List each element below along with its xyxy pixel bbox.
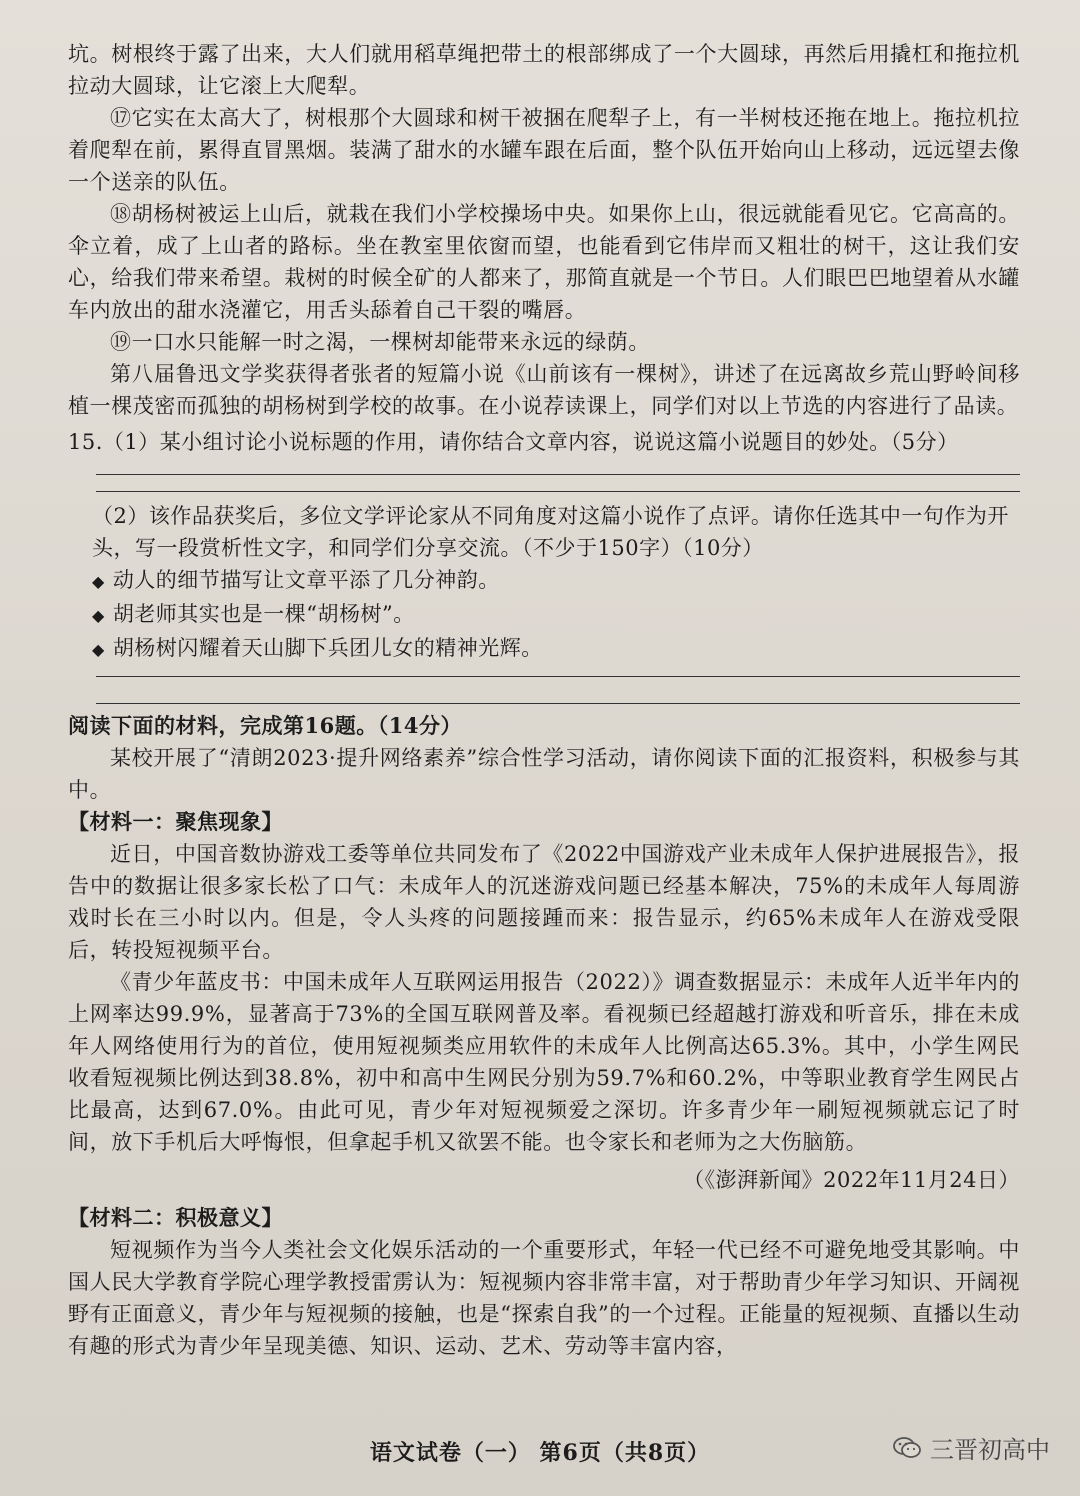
answer-line bbox=[96, 491, 1020, 492]
passage-paragraph: ⑰它实在太高大了，树根那个大圆球和树干被捆在爬犁子上，有一半树枝还拖在地上。拖拉机拉着爬犁在前，累得直冒黑烟。装满了甜水的水罐车跟在后面，整个队伍开始向山上移动，远远望去像一个送亲的队伍。 bbox=[68, 106, 1020, 194]
option-bullet: ◆ 胡杨树闪耀着天山脚下兵团儿女的精神光辉。 bbox=[92, 636, 543, 660]
option-bullet: ◆ 胡老师其实也是一棵“胡杨树”。 bbox=[92, 602, 415, 626]
section-heading: 阅读下面的材料，完成第16题。（14分） bbox=[68, 713, 462, 738]
answer-line bbox=[96, 676, 1020, 677]
answer-line bbox=[96, 474, 1020, 475]
answer-line bbox=[96, 703, 1020, 704]
wechat-icon bbox=[892, 1435, 922, 1461]
passage-intro: 第八届鲁迅文学奖获得者张者的短篇小说《山前该有一棵树》，讲述了在远离故乡荒山野岭间移植一棵茂密而孤独的胡杨树到学校的故事。在小说荐读课上，同学们对以上节选的内容进行了品读。 bbox=[68, 362, 1020, 418]
diamond-bullet-icon: ◆ bbox=[92, 640, 105, 659]
passage-paragraph: ⑲一口水只能解一时之渴，一棵树却能带来永远的绿荫。 bbox=[110, 330, 650, 354]
material-2-paragraph: 短视频作为当今人类社会文化娱乐活动的一个重要形式，年轻一代已经不可避免地受其影响。中国人民大学教育学院心理学教授雷雳认为：短视频内容非常丰富，对于帮助青少年学习知识、开阔视野有正面意义，青少年与短视频的接触，也是“探索自我”的一个过程。正能量的短视频、直播以生动有趣的形式为青少年呈现美德、知识、运动、艺术、劳动等丰富内容， bbox=[68, 1238, 1020, 1358]
page-footer: 语文试卷（一） 第6页（共8页） bbox=[369, 1440, 711, 1466]
diamond-bullet-icon: ◆ bbox=[92, 572, 105, 591]
question-15-2: （2）该作品获奖后，多位文学评论家从不同角度对这篇小说作了点评。请你任选其中一句作为开头，写一段赏析性文字，和同学们分享交流。（不少于150字）（10分） bbox=[92, 504, 1009, 560]
material-1-title: 【材料一：聚焦现象】 bbox=[68, 809, 283, 834]
material-1-paragraph: 《青少年蓝皮书：中国未成年人互联网运用报告（2022）》调查数据显示：未成年人近半年内的上网率达99.9%，显著高于73%的全国互联网普及率。看视频已经超越打游戏和听音乐，排在未成年人网络使用行为的首位，使用短视频类应用软件的未成年人比例高达65.3%。其中，小学生网民收看短视频比例达到38.8%，初中和高中生网民分别为59.7%和60.2%，中等职业教育学生网民占比最高，达到67.0%。由此可见，青少年对短视频爱之深切。许多青少年一刷短视频就忘记了时间，放下手机后大呼悔恨，但拿起手机又欲罢不能。也令家长和老师为之大伤脑筋。 bbox=[68, 970, 1020, 1154]
question-15-1: 15.（1）某小组讨论小说标题的作用，请你结合文章内容，说说这篇小说题目的妙处。（5分） bbox=[68, 430, 959, 454]
passage-paragraph: ⑱胡杨树被运上山后，就栽在我们小学校操场中央。如果你上山，很远就能看见它。它高高的。伞立着，成了上山者的路标。坐在教室里依窗而望，也能看到它伟岸而又粗壮的树干，这让我们安心，给我们带来希望。栽树的时候全矿的人都来了，那简直就是一个节日。人们眼巴巴地望着从水罐车内放出的甜水浇灌它，用舌头舔着自己干裂的嘴唇。 bbox=[68, 202, 1020, 322]
activity-intro: 某校开展了“清朗2023·提升网络素养”综合性学习活动，请你阅读下面的汇报资料，积极参与其中。 bbox=[68, 746, 1020, 802]
material-1-paragraph: 近日，中国音数协游戏工委等单位共同发布了《2022中国游戏产业未成年人保护进展报告》，报告中的数据让很多家长松了口气：未成年人的沉迷游戏问题已经基本解决，75%的未成年人每周游戏时长在三小时以内。但是，令人头疼的问题接踵而来：报告显示，约65%未成年人在游戏受限后，转投短视频平台。 bbox=[68, 842, 1020, 962]
diamond-bullet-icon: ◆ bbox=[92, 606, 105, 625]
material-2-title: 【材料二：积极意义】 bbox=[68, 1205, 283, 1230]
source-citation: （《澎湃新闻》2022年11月24日） bbox=[683, 1168, 1020, 1192]
watermark bbox=[892, 1430, 1050, 1465]
passage-paragraph: 坑。树根终于露了出来，大人们就用稻草绳把带土的根部绑成了一个大圆球，再然后用撬杠和拖拉机拉动大圆球，让它滚上大爬犁。 bbox=[68, 42, 1020, 98]
option-bullet: ◆ 动人的细节描写让文章平添了几分神韵。 bbox=[92, 568, 500, 592]
watermark-text: 三晋初高中 bbox=[930, 1436, 1050, 1464]
